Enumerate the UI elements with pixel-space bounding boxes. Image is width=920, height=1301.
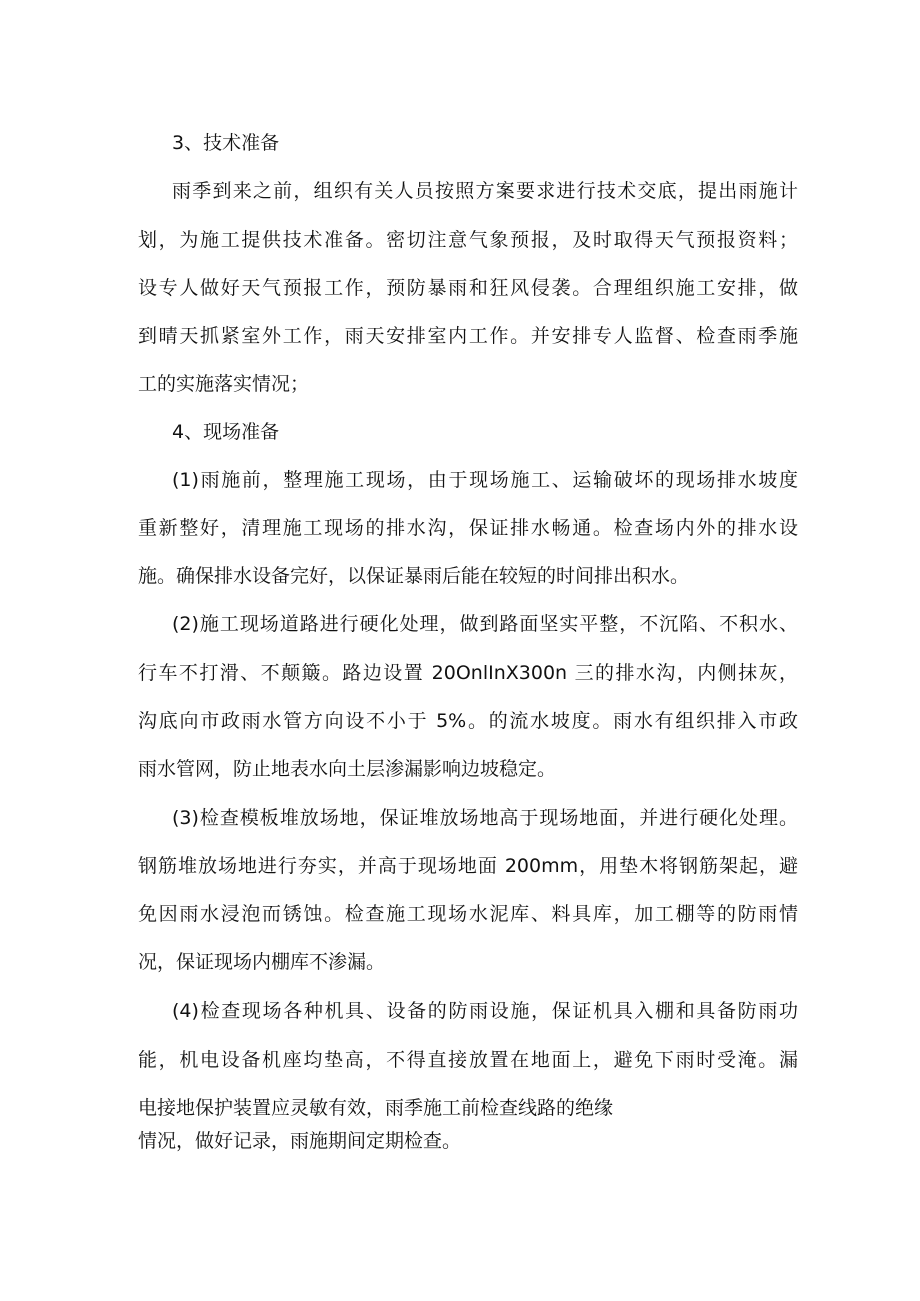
paragraph-line: (2)施工现场道路进行硬化处理，做到路面坚实平整，不沉陷、不积水、 — [172, 613, 798, 635]
paragraph-line: 工的实施落实情况； — [138, 373, 310, 395]
paragraph-line: 电接地保护装置应灵敏有效，雨季施工前检查线路的绝缘 — [138, 1097, 614, 1119]
paragraph-line: 钢筋堆放场地进行夯实，并高于现场地面 200mm，用垫木将钢筋架起，避 — [138, 855, 798, 877]
paragraph-line: (1)雨施前，整理施工现场，由于现场施工、运输破坏的现场排水坡度 — [172, 469, 798, 491]
paragraph-line: 情况，做好记录，雨施期间定期检查。 — [138, 1130, 462, 1152]
paragraph-line: 设专人做好天气预报工作，预防暴雨和狂风侵袭。合理组织施工安排，做 — [138, 277, 798, 299]
paragraph-line: 划，为施工提供技术准备。密切注意气象预报，及时取得天气预报资料； — [138, 229, 798, 251]
paragraph-line: 施。确保排水设备完好，以保证暴雨后能在较短的时间排出积水。 — [138, 565, 690, 587]
paragraph-line: (4)检查现场各种机具、设备的防雨设施，保证机具入棚和具备防雨功 — [172, 1000, 798, 1022]
paragraph-line: 行车不打滑、不颠簸。路边设置 20OnlInX300n 三的排水沟，内侧抹灰， — [138, 662, 798, 684]
paragraph-line: 雨季到来之前，组织有关人员按照方案要求进行技术交底，提出雨施计 — [172, 180, 798, 202]
paragraph-line: 重新整好，清理施工现场的排水沟，保证排水畅通。检查场内外的排水设 — [138, 517, 798, 539]
paragraph-line: 到晴天抓紧室外工作，雨天安排室内工作。并安排专人监督、检查雨季施 — [138, 325, 798, 347]
paragraph-line: (3)检查模板堆放场地，保证堆放场地高于现场地面，并进行硬化处理。 — [172, 807, 798, 829]
paragraph-line: 免因雨水浸泡而锈蚀。检查施工现场水泥库、料具库，加工棚等的防雨情 — [138, 903, 798, 925]
paragraph-line: 能，机电设备机座均垫高，不得直接放置在地面上，避免下雨时受淹。漏 — [138, 1049, 798, 1071]
paragraph-line: 雨水管网，防止地表水向土层渗漏影响边坡稳定。 — [138, 758, 557, 780]
section-heading-site-prep: 4、现场准备 — [172, 421, 280, 443]
paragraph-line: 沟底向市政雨水管方向设不小于 5%。的流水坡度。雨水有组织排入市政 — [138, 710, 798, 732]
section-heading-tech-prep: 3、技术准备 — [172, 132, 280, 154]
paragraph-line: 况，保证现场内棚库不渗漏。 — [138, 951, 386, 973]
